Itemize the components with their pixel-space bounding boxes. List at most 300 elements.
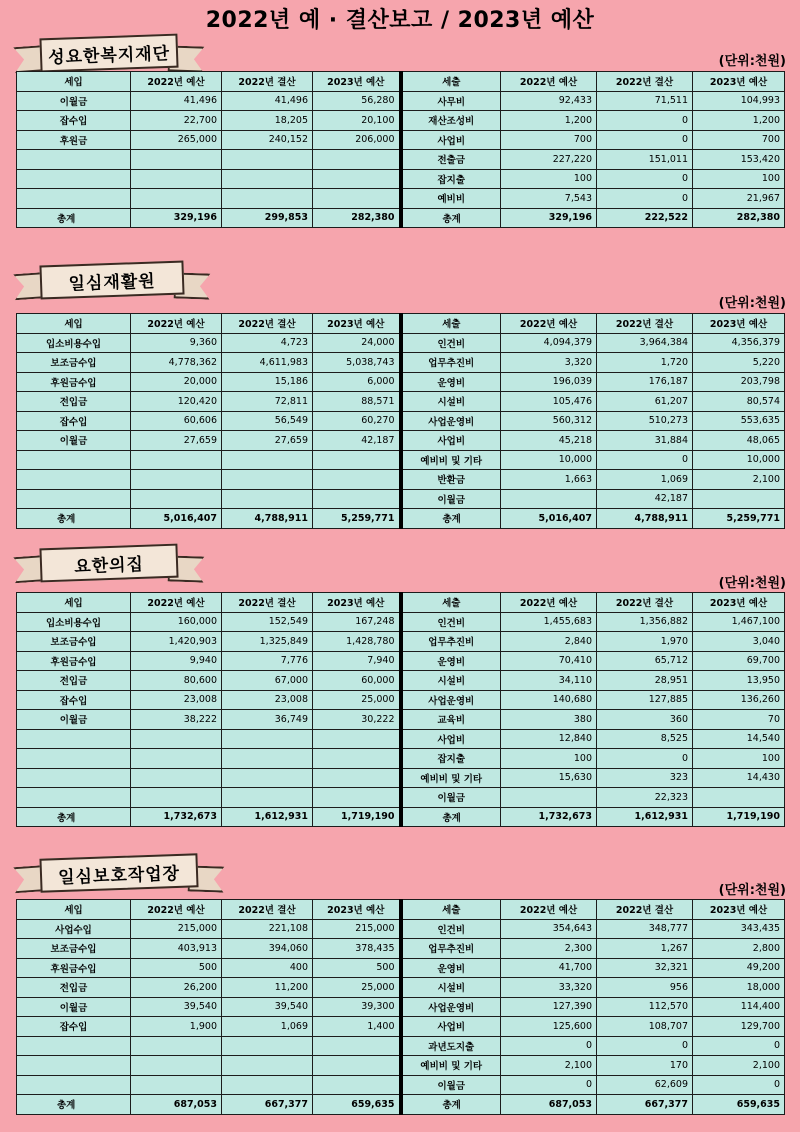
expense-value: 125,600 (501, 1017, 597, 1037)
expense-value: 170 (597, 1056, 693, 1076)
income-total-value: 5,259,771 (313, 509, 401, 529)
income-value (131, 169, 222, 189)
budget-table (16, 71, 785, 228)
expense-value: 7,543 (501, 189, 597, 209)
income-value: 4,611,983 (222, 353, 313, 373)
expense-value: 0 (693, 1036, 785, 1056)
expense-value: 100 (693, 749, 785, 769)
expense-total-value: 282,380 (693, 208, 785, 228)
income-total-value: 1,612,931 (222, 807, 313, 827)
expense-value: 114,400 (693, 997, 785, 1017)
table-row (17, 788, 785, 808)
expense-value: 4,094,379 (501, 333, 597, 353)
income-item-label: 잡수입 (17, 1017, 131, 1037)
income-value: 4,778,362 (131, 353, 222, 373)
table-row (17, 690, 785, 710)
expense-value: 0 (597, 111, 693, 131)
expense-value: 18,000 (693, 978, 785, 998)
expense-value: 10,000 (693, 450, 785, 470)
table-row (17, 958, 785, 978)
expense-value: 45,218 (501, 431, 597, 451)
table-header-row (17, 72, 785, 92)
income-value: 67,000 (222, 671, 313, 691)
table-row (17, 1075, 785, 1095)
table-row (17, 729, 785, 749)
income-header-cell: 2022년 결산 (222, 72, 313, 92)
expense-total-value: 687,053 (501, 1095, 597, 1115)
expense-total-value: 667,377 (597, 1095, 693, 1115)
expense-value: 360 (597, 710, 693, 730)
income-value: 160,000 (131, 612, 222, 632)
expense-value: 100 (693, 169, 785, 189)
expense-item-label: 재산조성비 (401, 111, 501, 131)
income-value: 167,248 (313, 612, 401, 632)
income-item-label: 보조금수입 (17, 939, 131, 959)
expense-item-label: 사업비 (401, 1017, 501, 1037)
income-value (222, 489, 313, 509)
income-total-value: 282,380 (313, 208, 401, 228)
expense-value: 92,433 (501, 91, 597, 111)
expense-value: 108,707 (597, 1017, 693, 1037)
total-row (17, 208, 785, 228)
income-value: 240,152 (222, 130, 313, 150)
expense-total-value: 222,522 (597, 208, 693, 228)
expense-value: 14,430 (693, 768, 785, 788)
expense-item-label: 업무추진비 (401, 353, 501, 373)
expense-value: 3,040 (693, 632, 785, 652)
expense-value: 153,420 (693, 150, 785, 170)
income-total-value: 4,788,911 (222, 509, 313, 529)
income-value: 215,000 (313, 919, 401, 939)
expense-total-value: 1,732,673 (501, 807, 597, 827)
table-row (17, 768, 785, 788)
income-value: 1,420,903 (131, 632, 222, 652)
income-value: 39,300 (313, 997, 401, 1017)
expense-header-cell: 2022년 결산 (597, 900, 693, 920)
expense-value: 71,511 (597, 91, 693, 111)
income-value: 1,400 (313, 1017, 401, 1037)
expense-item-label: 운영비 (401, 958, 501, 978)
expense-item-label: 사업운영비 (401, 411, 501, 431)
total-row (17, 1095, 785, 1115)
income-total-label: 총계 (17, 208, 131, 228)
income-header-cell: 2022년 예산 (131, 72, 222, 92)
table-row (17, 91, 785, 111)
income-value: 1,428,780 (313, 632, 401, 652)
expense-value: 136,260 (693, 690, 785, 710)
income-value: 6,000 (313, 372, 401, 392)
income-value: 25,000 (313, 978, 401, 998)
unit-label: (단위:천원) (718, 296, 786, 311)
expense-total-label: 총계 (401, 509, 501, 529)
expense-header-cell: 2022년 결산 (597, 314, 693, 334)
income-value (313, 189, 401, 209)
income-value (313, 489, 401, 509)
income-value (313, 729, 401, 749)
expense-item-label: 전출금 (401, 150, 501, 170)
income-value: 1,325,849 (222, 632, 313, 652)
expense-value: 31,884 (597, 431, 693, 451)
table-row (17, 612, 785, 632)
expense-value: 0 (501, 1075, 597, 1095)
income-total-value: 329,196 (131, 208, 222, 228)
expense-header-cell: 2023년 예산 (693, 900, 785, 920)
income-value: 9,360 (131, 333, 222, 353)
expense-item-label: 과년도지출 (401, 1036, 501, 1056)
expense-header-cell: 2022년 예산 (501, 593, 597, 613)
budget-table (16, 313, 785, 529)
income-header-cell: 세입 (17, 314, 131, 334)
income-value: 24,000 (313, 333, 401, 353)
expense-value: 560,312 (501, 411, 597, 431)
income-value: 41,496 (222, 91, 313, 111)
income-total-value: 299,853 (222, 208, 313, 228)
income-value: 7,776 (222, 651, 313, 671)
income-value (131, 470, 222, 490)
page-title: 2022년 예 · 결산보고 / 2023년 예산 (205, 8, 595, 33)
expense-value: 1,663 (501, 470, 597, 490)
table-header-row (17, 900, 785, 920)
income-value (313, 150, 401, 170)
income-value (222, 189, 313, 209)
income-total-label: 총계 (17, 1095, 131, 1115)
expense-value: 700 (693, 130, 785, 150)
income-value: 403,913 (131, 939, 222, 959)
table-row (17, 333, 785, 353)
income-value: 500 (313, 958, 401, 978)
income-value (222, 470, 313, 490)
expense-item-label: 운영비 (401, 372, 501, 392)
table-header-row (17, 593, 785, 613)
income-header-cell: 2023년 예산 (313, 900, 401, 920)
expense-item-label: 이월금 (401, 788, 501, 808)
income-item-label: 입소비용수입 (17, 612, 131, 632)
income-header-cell: 2023년 예산 (313, 314, 401, 334)
income-value (222, 450, 313, 470)
section-title: 성요한복지재단 (47, 43, 171, 68)
income-value: 60,606 (131, 411, 222, 431)
expense-value: 0 (597, 189, 693, 209)
expense-header-cell: 2022년 예산 (501, 314, 597, 334)
expense-item-label: 사업비 (401, 431, 501, 451)
expense-value: 323 (597, 768, 693, 788)
expense-item-label: 사업운영비 (401, 997, 501, 1017)
table-row (17, 1017, 785, 1037)
expense-total-value: 5,259,771 (693, 509, 785, 529)
expense-item-label: 잡지출 (401, 169, 501, 189)
table-row (17, 111, 785, 131)
income-item-label (17, 470, 131, 490)
income-item-label (17, 150, 131, 170)
income-value: 215,000 (131, 919, 222, 939)
expense-value: 5,220 (693, 353, 785, 373)
table-row (17, 372, 785, 392)
expense-value: 4,356,379 (693, 333, 785, 353)
section-banner (14, 546, 204, 580)
income-value: 60,270 (313, 411, 401, 431)
expense-header-cell: 세출 (401, 72, 501, 92)
expense-item-label: 예비비 및 기타 (401, 768, 501, 788)
budget-table (16, 592, 785, 827)
income-value (313, 1056, 401, 1076)
expense-value: 0 (597, 169, 693, 189)
expense-item-label: 사업비 (401, 729, 501, 749)
banner-ribbon (39, 853, 198, 892)
table-row (17, 939, 785, 959)
income-value (313, 788, 401, 808)
expense-value: 8,525 (597, 729, 693, 749)
expense-item-label: 교육비 (401, 710, 501, 730)
expense-value: 1,970 (597, 632, 693, 652)
expense-total-value: 329,196 (501, 208, 597, 228)
expense-value: 32,321 (597, 958, 693, 978)
expense-item-label: 시설비 (401, 978, 501, 998)
income-value (222, 1036, 313, 1056)
income-value (222, 150, 313, 170)
expense-value: 15,630 (501, 768, 597, 788)
expense-value: 510,273 (597, 411, 693, 431)
expense-value: 61,207 (597, 392, 693, 412)
income-header-cell: 2022년 예산 (131, 900, 222, 920)
income-value: 120,420 (131, 392, 222, 412)
income-value: 39,540 (222, 997, 313, 1017)
income-header-cell: 세입 (17, 72, 131, 92)
income-total-value: 667,377 (222, 1095, 313, 1115)
income-item-label (17, 1056, 131, 1076)
income-value: 56,549 (222, 411, 313, 431)
income-header-cell: 2022년 예산 (131, 593, 222, 613)
expense-value: 0 (597, 1036, 693, 1056)
income-value (131, 749, 222, 769)
total-row (17, 807, 785, 827)
income-value (313, 1036, 401, 1056)
expense-value: 1,467,100 (693, 612, 785, 632)
expense-value: 42,187 (597, 489, 693, 509)
expense-value: 1,069 (597, 470, 693, 490)
income-item-label: 잡수입 (17, 111, 131, 131)
expense-value: 65,712 (597, 651, 693, 671)
section-banner (14, 36, 204, 70)
expense-value: 28,951 (597, 671, 693, 691)
expense-value: 1,200 (501, 111, 597, 131)
expense-item-label: 사업비 (401, 130, 501, 150)
income-value (222, 768, 313, 788)
income-item-label: 후원금수입 (17, 372, 131, 392)
banner-ribbon (39, 34, 178, 73)
banner-ribbon (39, 544, 178, 583)
income-value (131, 1056, 222, 1076)
table-row (17, 1036, 785, 1056)
table-row (17, 1056, 785, 1076)
expense-total-value: 659,635 (693, 1095, 785, 1115)
expense-item-label: 인건비 (401, 919, 501, 939)
income-value (313, 450, 401, 470)
unit-label: (단위:천원) (718, 576, 786, 591)
table-row (17, 671, 785, 691)
table-row (17, 997, 785, 1017)
expense-total-value: 1,612,931 (597, 807, 693, 827)
expense-header-cell: 세출 (401, 593, 501, 613)
income-value (313, 768, 401, 788)
unit-label: (단위:천원) (718, 54, 786, 69)
income-value: 72,811 (222, 392, 313, 412)
expense-value: 2,100 (693, 470, 785, 490)
expense-header-cell: 세출 (401, 900, 501, 920)
income-value (131, 729, 222, 749)
expense-total-value: 5,016,407 (501, 509, 597, 529)
expense-value: 0 (693, 1075, 785, 1095)
expense-value: 41,700 (501, 958, 597, 978)
income-value: 7,940 (313, 651, 401, 671)
income-value: 221,108 (222, 919, 313, 939)
expense-value: 196,039 (501, 372, 597, 392)
income-value: 27,659 (131, 431, 222, 451)
expense-item-label: 업무추진비 (401, 939, 501, 959)
expense-value: 2,300 (501, 939, 597, 959)
expense-value: 14,540 (693, 729, 785, 749)
income-item-label: 전입금 (17, 392, 131, 412)
table-header-row (17, 314, 785, 334)
table-row (17, 489, 785, 509)
income-value: 1,900 (131, 1017, 222, 1037)
expense-header-cell: 2022년 예산 (501, 900, 597, 920)
expense-item-label: 인건비 (401, 612, 501, 632)
income-item-label: 보조금수입 (17, 632, 131, 652)
income-value (131, 189, 222, 209)
income-value: 39,540 (131, 997, 222, 1017)
income-item-label: 이월금 (17, 997, 131, 1017)
income-value: 20,100 (313, 111, 401, 131)
income-value: 60,000 (313, 671, 401, 691)
income-total-label: 총계 (17, 509, 131, 529)
expense-value: 105,476 (501, 392, 597, 412)
income-value: 41,496 (131, 91, 222, 111)
table-row (17, 130, 785, 150)
table-row (17, 411, 785, 431)
expense-item-label: 예비비 및 기타 (401, 1056, 501, 1076)
expense-value: 553,635 (693, 411, 785, 431)
banner-ribbon (39, 260, 184, 299)
income-value: 152,549 (222, 612, 313, 632)
income-value (222, 1056, 313, 1076)
income-value (222, 169, 313, 189)
expense-value: 49,200 (693, 958, 785, 978)
income-value: 1,069 (222, 1017, 313, 1037)
income-item-label: 전입금 (17, 978, 131, 998)
expense-header-cell: 2023년 예산 (693, 593, 785, 613)
expense-value: 80,574 (693, 392, 785, 412)
income-item-label (17, 1036, 131, 1056)
income-total-value: 5,016,407 (131, 509, 222, 529)
unit-label: (단위:천원) (718, 883, 786, 898)
table-row (17, 353, 785, 373)
expense-total-value: 1,719,190 (693, 807, 785, 827)
income-header-cell: 2023년 예산 (313, 72, 401, 92)
income-item-label: 잡수입 (17, 690, 131, 710)
expense-value: 140,680 (501, 690, 597, 710)
expense-header-cell: 2023년 예산 (693, 314, 785, 334)
expense-total-label: 총계 (401, 208, 501, 228)
expense-value: 203,798 (693, 372, 785, 392)
income-value (313, 169, 401, 189)
expense-item-label: 업무추진비 (401, 632, 501, 652)
expense-value: 70 (693, 710, 785, 730)
expense-value: 1,455,683 (501, 612, 597, 632)
expense-value: 1,267 (597, 939, 693, 959)
budget-table (16, 899, 785, 1115)
expense-value: 34,110 (501, 671, 597, 691)
expense-value: 70,410 (501, 651, 597, 671)
table-row (17, 450, 785, 470)
income-item-label (17, 768, 131, 788)
income-item-label: 이월금 (17, 431, 131, 451)
expense-item-label: 시설비 (401, 671, 501, 691)
income-value: 23,008 (131, 690, 222, 710)
income-item-label: 이월금 (17, 91, 131, 111)
income-item-label: 전입금 (17, 671, 131, 691)
expense-value: 0 (597, 749, 693, 769)
expense-item-label: 반환금 (401, 470, 501, 490)
expense-value: 127,885 (597, 690, 693, 710)
income-total-value: 1,719,190 (313, 807, 401, 827)
section-banner (14, 263, 210, 297)
income-header-cell: 세입 (17, 593, 131, 613)
income-value (131, 1036, 222, 1056)
expense-value: 48,065 (693, 431, 785, 451)
income-value (222, 788, 313, 808)
income-item-label (17, 489, 131, 509)
table-row (17, 978, 785, 998)
income-value: 18,205 (222, 111, 313, 131)
expense-total-value: 4,788,911 (597, 509, 693, 529)
table-row (17, 749, 785, 769)
income-total-label: 총계 (17, 807, 131, 827)
income-value (131, 450, 222, 470)
expense-item-label: 사업운영비 (401, 690, 501, 710)
expense-header-cell: 2022년 예산 (501, 72, 597, 92)
income-item-label: 입소비용수입 (17, 333, 131, 353)
expense-value: 104,993 (693, 91, 785, 111)
income-value: 56,280 (313, 91, 401, 111)
income-header-cell: 세입 (17, 900, 131, 920)
income-value (313, 470, 401, 490)
expense-value: 0 (597, 450, 693, 470)
income-total-value: 659,635 (313, 1095, 401, 1115)
table-row (17, 169, 785, 189)
expense-value (693, 489, 785, 509)
income-header-cell: 2022년 예산 (131, 314, 222, 334)
section-title: 일심재활원 (68, 270, 156, 295)
income-value (131, 768, 222, 788)
income-value: 11,200 (222, 978, 313, 998)
table-row (17, 651, 785, 671)
expense-value: 1,356,882 (597, 612, 693, 632)
expense-value: 1,200 (693, 111, 785, 131)
income-value (131, 788, 222, 808)
expense-value: 100 (501, 169, 597, 189)
income-value: 30,222 (313, 710, 401, 730)
income-value: 42,187 (313, 431, 401, 451)
income-value: 23,008 (222, 690, 313, 710)
income-item-label: 잡수입 (17, 411, 131, 431)
income-total-value: 1,732,673 (131, 807, 222, 827)
income-item-label: 후원금수입 (17, 651, 131, 671)
income-header-cell: 2022년 결산 (222, 314, 313, 334)
section-title: 일심보호작업장 (57, 863, 181, 888)
table-row (17, 710, 785, 730)
expense-value: 0 (597, 130, 693, 150)
section-banner (14, 856, 224, 890)
